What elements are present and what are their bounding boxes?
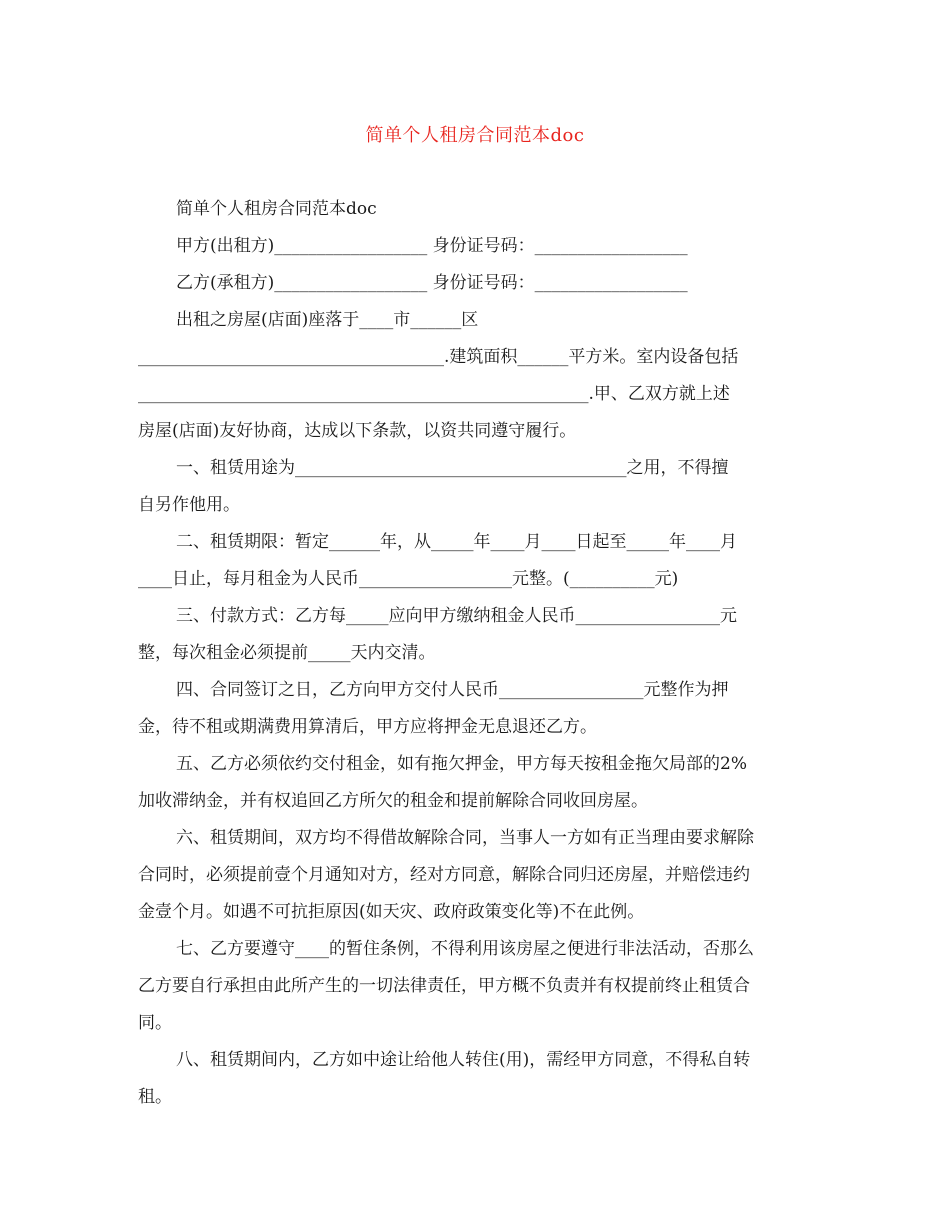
document-line: ____日止，每月租金为人民币__________________元整。(__________元) bbox=[138, 569, 679, 589]
document-line: 简单个人租房合同范本doc bbox=[176, 199, 377, 219]
document-line: 自另作他用。 bbox=[138, 495, 240, 515]
document-line: 乙方要自行承担由此所产生的一切法律责任，甲方概不负责并有权提前终止租赁合 bbox=[138, 976, 750, 996]
document-line: 出租之房屋(店面)座落于____市______区 bbox=[176, 310, 479, 330]
document-line: 房屋(店面)友好协商，达成以下条款，以资共同遵守履行。 bbox=[138, 421, 577, 441]
document-line: 二、租赁期限：暂定______年，从_____年____月____日起至_____年____月 bbox=[176, 532, 737, 552]
document-body bbox=[138, 191, 812, 1116]
document-line: 乙方(承租方)__________________ 身份证号码：__________________ bbox=[176, 273, 688, 293]
document-line: 六、租赁期间，双方均不得借故解除合同，当事人一方如有正当理由要求解除 bbox=[176, 828, 754, 848]
document-line: 整，每次租金必须提前_____天内交清。 bbox=[138, 643, 436, 663]
document-line: 甲方(出租方)__________________ 身份证号码：__________________ bbox=[176, 236, 688, 256]
document-line: 金壹个月。如遇不可抗拒原因(如天灾、政府政策变化等)不在此例。 bbox=[138, 902, 645, 922]
document-line: 同。 bbox=[138, 1013, 172, 1033]
document-line: 四、合同签订之日，乙方向甲方交付人民币_________________元整作为押 bbox=[176, 680, 729, 700]
document-line: _____________________________________________________.甲、乙双方就上述 bbox=[138, 384, 730, 404]
document-line: 一、租赁用途为_______________________________________之用，不得擅 bbox=[176, 458, 729, 478]
document-line: 租。 bbox=[138, 1087, 172, 1107]
document-line: ____________________________________.建筑面积______平方米。室内设备包括 bbox=[138, 347, 739, 367]
document-line: 加收滞纳金，并有权追回乙方所欠的租金和提前解除合同收回房屋。 bbox=[138, 791, 648, 811]
document-line: 三、付款方式：乙方每_____应向甲方缴纳租金人民币_________________元 bbox=[176, 606, 737, 626]
document-line: 金，待不租或期满费用算清后，甲方应将押金无息退还乙方。 bbox=[138, 717, 597, 737]
document-line: 合同时，必须提前壹个月通知对方，经对方同意，解除合同归还房屋，并赔偿违约 bbox=[138, 865, 750, 885]
document-line: 七、乙方要遵守____的暂住条例，不得利用该房屋之便进行非法活动，否那么 bbox=[176, 939, 754, 959]
document-title: 简单个人租房合同范本doc bbox=[365, 125, 585, 146]
document-line: 五、乙方必须依约交付租金，如有拖欠押金，甲方每天按租金拖欠局部的2% bbox=[176, 754, 747, 774]
document-line: 八、租赁期间内，乙方如中途让给他人转住(用)，需经甲方同意，不得私自转 bbox=[176, 1050, 751, 1070]
